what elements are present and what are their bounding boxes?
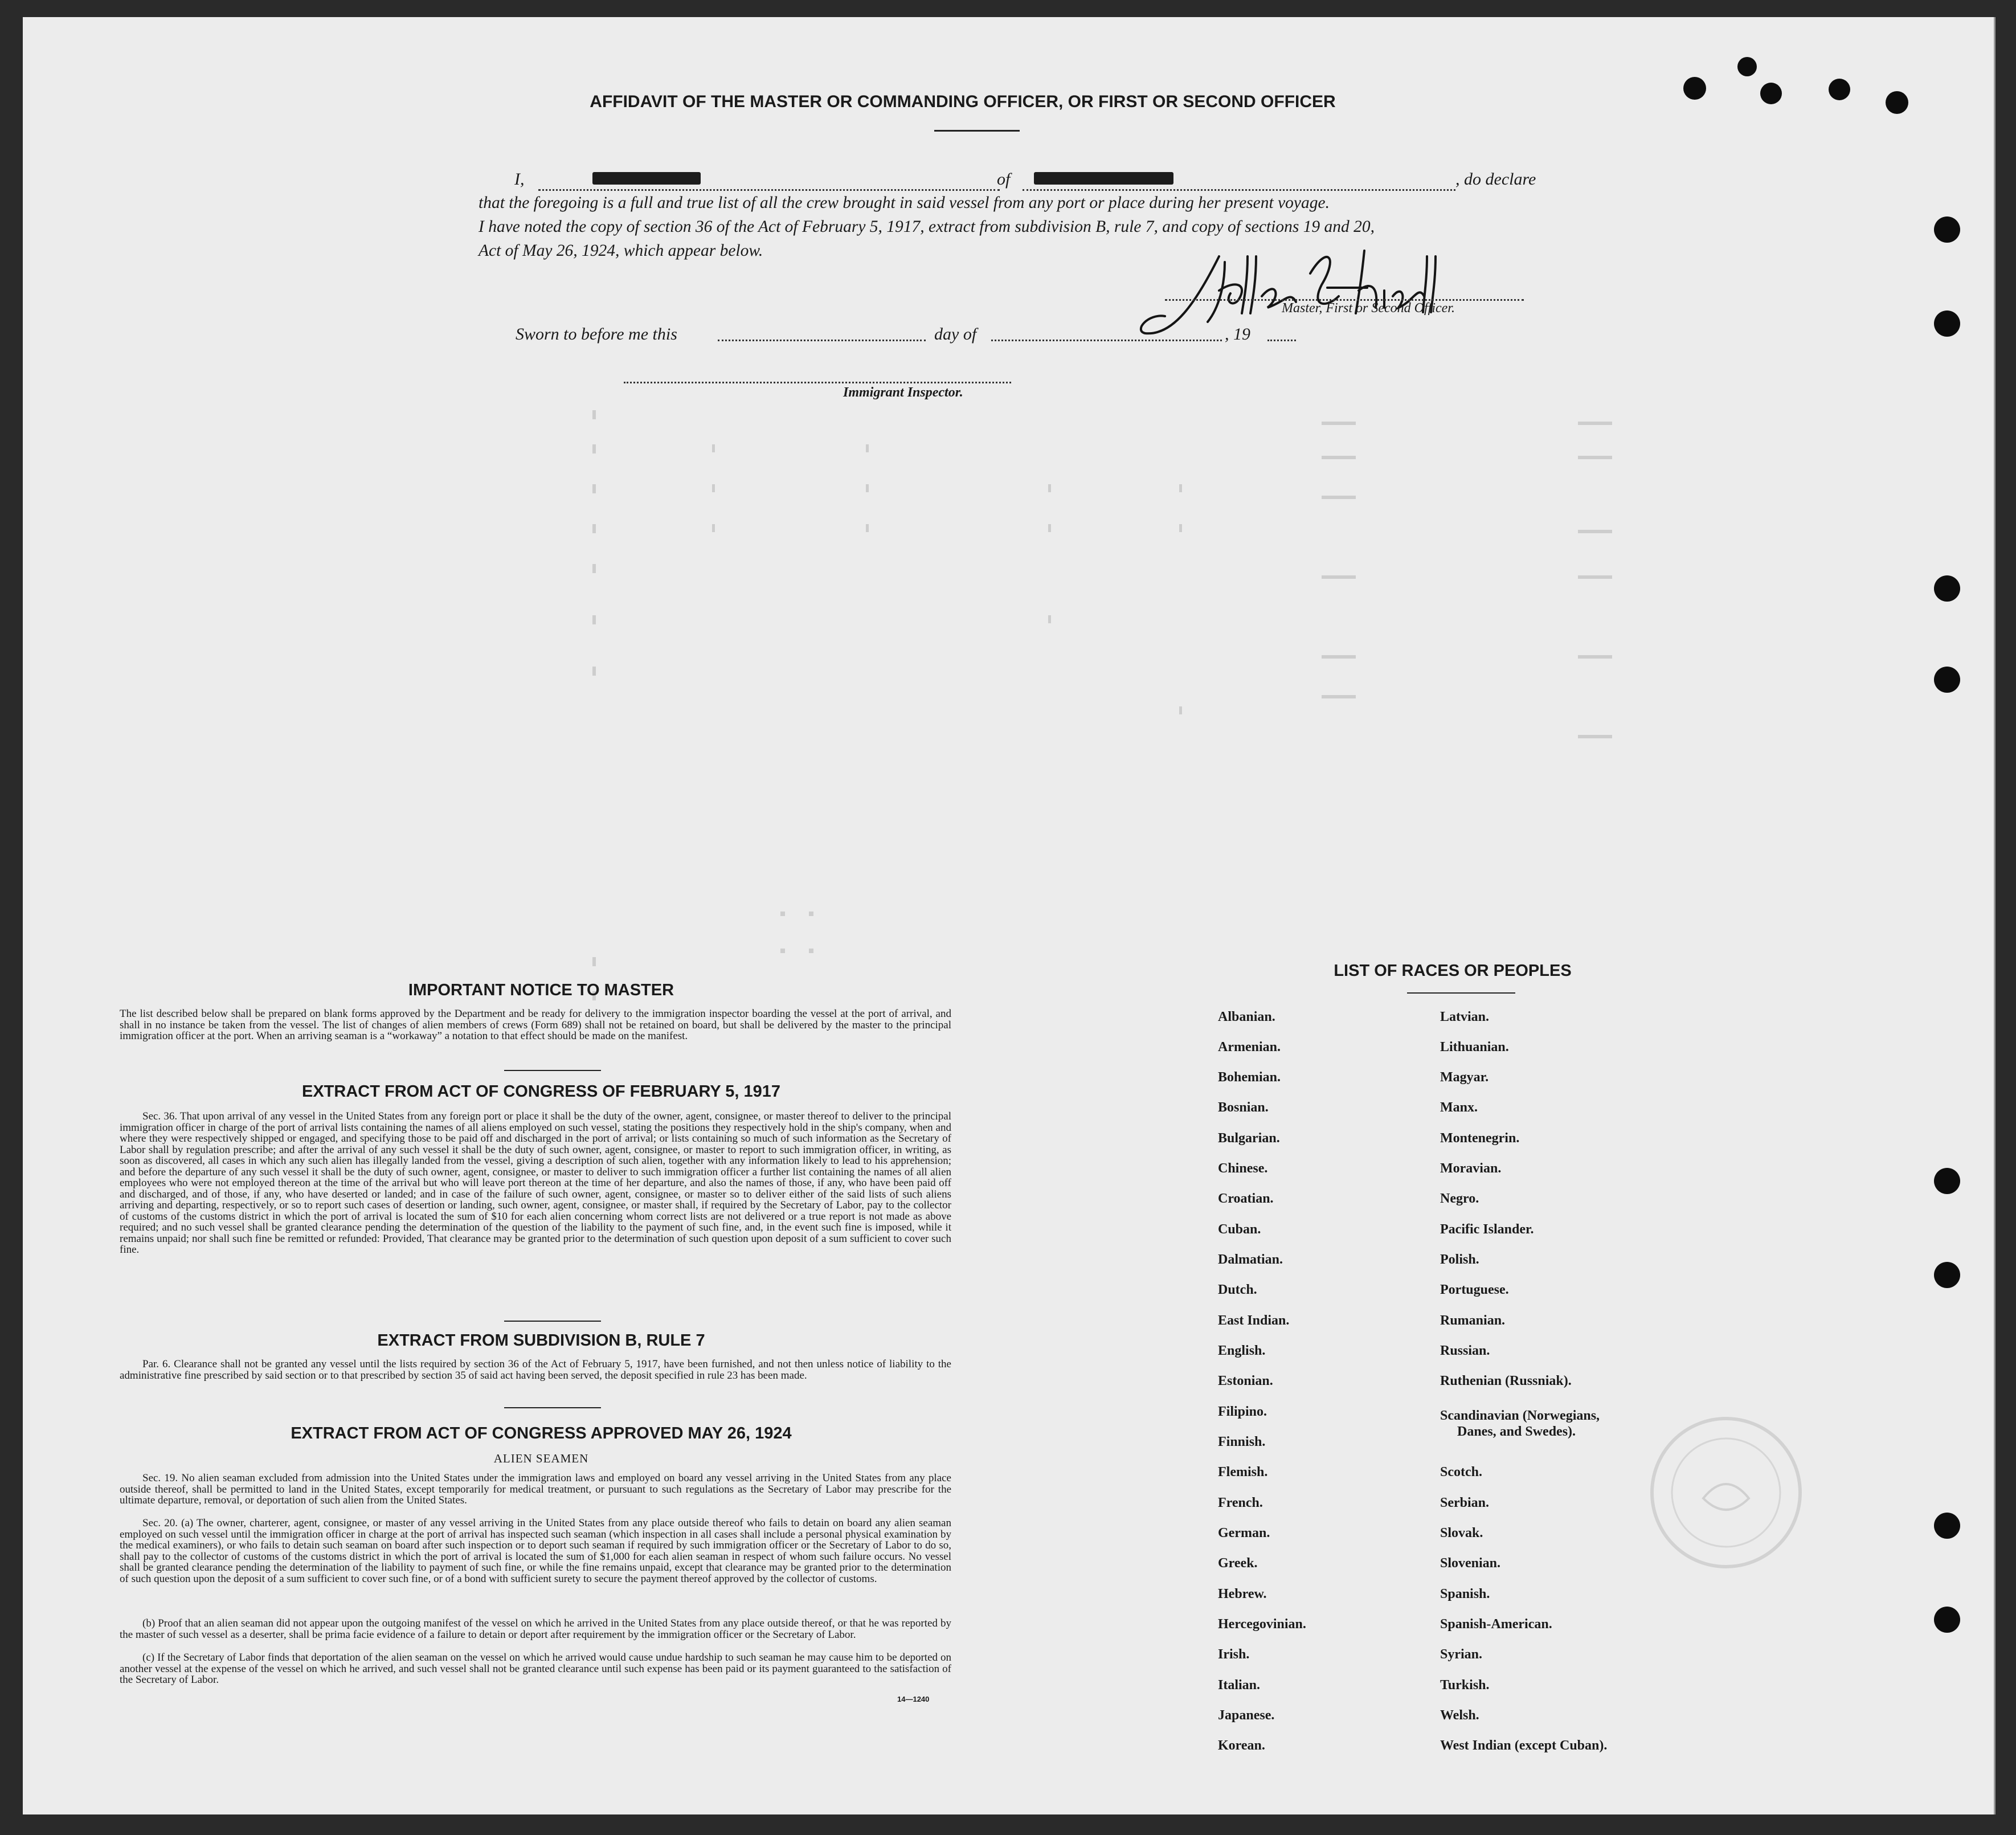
race-welsh: Welsh. [1440, 1708, 1479, 1723]
punch-hole [1934, 575, 1960, 602]
extract-1924-sec20c: (c) If the Secretary of Labor finds that deportation of the alien seaman on the vessel on which he arrived would cause undue hardship to such seaman he may cause him to be deported on another vessel at the expense of the vessel on which he arrived, and such vessel shall not be granted clearance until such expense has been paid or its payment guaranteed to the satisfaction of the Secretary of Labor. [120, 1652, 951, 1686]
race-montenegrin: Montenegrin. [1440, 1131, 1520, 1146]
inspector-caption: Immigrant Inspector. [843, 385, 963, 400]
race-turkish: Turkish. [1440, 1678, 1490, 1693]
affidavit-line-3: I have noted the copy of section 36 of the Act of February 5, 1917, extract from subdivision B, rule 7, and copy of sections 19 and 20, [479, 218, 1375, 236]
race-bosnian: Bosnian. [1218, 1100, 1269, 1115]
race-chinese: Chinese. [1218, 1161, 1268, 1176]
race-english: English. [1218, 1343, 1266, 1358]
race-magyar: Magyar. [1440, 1070, 1489, 1085]
race-flemish: Flemish. [1218, 1465, 1268, 1480]
race-east-indian: East Indian. [1218, 1313, 1290, 1328]
sworn-label: Sworn to before me this [516, 325, 677, 344]
inspector-signature-line [624, 382, 1011, 383]
race-slovenian: Slovenian. [1440, 1556, 1501, 1571]
punch-hole [1683, 77, 1706, 100]
redacted-vessel [1034, 172, 1173, 185]
year-label: , 19 [1225, 325, 1250, 344]
race-scotch: Scotch. [1440, 1465, 1482, 1480]
faint-seal [1641, 1407, 1811, 1578]
race-french: French. [1218, 1495, 1263, 1510]
bleed-through-marks [581, 387, 1698, 1014]
punch-hole [1760, 83, 1782, 104]
sworn-year-line [1267, 340, 1296, 341]
race-croatian: Croatian. [1218, 1191, 1274, 1206]
race-lithuanian: Lithuanian. [1440, 1040, 1509, 1055]
day-of-label: day of [934, 325, 977, 344]
extract-1924-sec20b: (b) Proof that an alien seaman did not appear upon the outgoing manifest of the vessel on which he arrived in the United States from any place outside thereof, or that he was reported by the master of such vessel as a deserter, shall be prima facie evidence of a failure to detain or deport after requirement by the immigration officer or the Secretary of Labor. [120, 1617, 951, 1641]
race-dalmatian: Dalmatian. [1218, 1252, 1283, 1267]
signature-caption: Master, First or Second Officer. [1282, 301, 1455, 316]
race-korean: Korean. [1218, 1738, 1265, 1753]
race-armenian: Armenian. [1218, 1040, 1281, 1055]
subdivision-b-title: EXTRACT FROM SUBDIVISION B, RULE 7 [377, 1331, 705, 1350]
races-title-underline [1407, 992, 1515, 994]
divider [504, 1070, 601, 1071]
race-ruthenian: Ruthenian (Russniak). [1440, 1374, 1572, 1388]
race-japanese: Japanese. [1218, 1708, 1275, 1723]
divider [504, 1407, 601, 1408]
race-polish: Polish. [1440, 1252, 1479, 1267]
notice-title: IMPORTANT NOTICE TO MASTER [408, 981, 674, 999]
extract-1924-sec19: Sec. 19. No alien seaman excluded from admission into the United States under the immigration laws and employed on board any vessel arriving in the United States from any place outside thereof, shall be permitted to land in the United States, except temporarily for medical treatment, or pursuant to such regulations as the Secretary of Labor may prescribe for the ultimate departure, removal, or deportation of such alien from the United States. [120, 1472, 951, 1506]
punch-hole [1934, 667, 1960, 693]
name-field-line [538, 189, 1000, 191]
race-pacific-islander: Pacific Islander. [1440, 1222, 1534, 1237]
punch-hole [1934, 1513, 1960, 1539]
race-manx: Manx. [1440, 1100, 1478, 1115]
race-spanish-american: Spanish-American. [1440, 1617, 1552, 1632]
races-title: LIST OF RACES OR PEOPLES [1334, 962, 1572, 980]
title-underline [934, 130, 1020, 132]
race-scandinavian-line-2: Danes, and Swedes). [1457, 1424, 1576, 1439]
affidavit-i-label: I, [514, 170, 525, 189]
race-russian: Russian. [1440, 1343, 1490, 1358]
race-dutch: Dutch. [1218, 1282, 1257, 1297]
bleed-through [581, 387, 1698, 1014]
extract-1917-text: Sec. 36. That upon arrival of any vessel in the United States from any foreign port or place it shall be the duty of the owner, agent, consignee, or master thereof to deliver to the principal immigration officer in charge of the port of arrival lists containing the names of all aliens employed on such vessel, stating the positions they respectively hold in the ship's company, when and where they were respectively shipped or engaged, and specifying those to be paid off and discharged in the port of arrival; or lists containing so much of such information as the Secretary of Labor shall by regulation prescribe; and after the arrival of any such vessel it shall be the duty of such owner, agent, consignee, or master to report to such immigration officer, in writing, as soon as discovered, all cases in which any such alien has illegally landed from the vessel, giving a description of such alien, together with any information likely to lead to his apprehension; and before the departure of any such vessel it shall be the duty of such owner, agent, consignee, or master to deliver to such immigration officer a further list containing the names of all alien employees who were not employed thereon at the time of the arrival but who will leave port thereon at the time of her departure, and also the names of those, if any, who have been paid off and discharged, and of those, if any, who have deserted or landed; and in case of the failure of such owner, agent, consignee, or master so to deliver either of the said lists of such aliens arriving and departing, respectively, or so to report such cases of desertion or landing, such owner, agent, consignee, or master shall, if required by the Secretary of Labor, pay to the collector of customs of the customs district in which the port of arrival is located the sum of $10 for each alien concerning whom correct lists are not delivered or a true report is not made as above required; and no such vessel shall be granted clearance pending the determination of the question of the liability to the payment of such fine, and, in the event such fine is imposed, while it remains unpaid; nor shall such fine be remitted or refunded: Provided, That clearance may be granted prior to the determination of such question upon deposit of a sum sufficient to cover such fine. [120, 1110, 951, 1256]
race-moravian: Moravian. [1440, 1161, 1502, 1176]
affidavit-of-label: of [997, 170, 1011, 189]
race-hercegovinian: Hercegovinian. [1218, 1617, 1306, 1632]
race-negro: Negro. [1440, 1191, 1479, 1206]
affidavit-line-4: Act of May 26, 1924, which appear below. [479, 242, 763, 260]
race-bohemian: Bohemian. [1218, 1070, 1281, 1085]
punch-hole [1886, 91, 1908, 114]
document-sheet [23, 17, 1995, 1814]
affidavit-title: AFFIDAVIT OF THE MASTER OR COMMANDING OFFICER, OR FIRST OR SECOND OFFICER [590, 92, 1336, 111]
divider [504, 1321, 601, 1322]
race-syrian: Syrian. [1440, 1647, 1483, 1662]
vessel-field-line [1023, 189, 1455, 191]
notice-text: The list described below shall be prepared on blank forms approved by the Department and be ready for delivery to the immigration inspector boarding the vessel at the port of arrival, and shall in no instance be taken from the vessel. The list of changes of alien members of crews (Form 689) shall not be retained on board, but shall be delivered by the master to the principal immigration officer at the port. When an arriving seaman is a “workaway” a notation to that effect should be made on the manifest. [120, 1008, 951, 1042]
punch-hole [1737, 57, 1757, 76]
race-greek: Greek. [1218, 1556, 1258, 1571]
race-estonian: Estonian. [1218, 1374, 1273, 1388]
sworn-day-line [718, 340, 926, 341]
affidavit-line-2: that the foregoing is a full and true list of all the crew brought in said vessel from any port or place during her present voyage. [479, 194, 1330, 212]
race-hebrew: Hebrew. [1218, 1587, 1267, 1601]
sworn-month-line [991, 340, 1222, 341]
race-german: German. [1218, 1526, 1270, 1540]
extract-1924-title: EXTRACT FROM ACT OF CONGRESS APPROVED MAY 26, 1924 [291, 1424, 792, 1442]
race-irish: Irish. [1218, 1647, 1250, 1662]
race-cuban: Cuban. [1218, 1222, 1261, 1237]
affidavit-declare-label: , do declare [1455, 170, 1536, 189]
subdivision-b-text: Par. 6. Clearance shall not be granted any vessel until the lists required by section 36 of the Act of February 5, 1917, have been furnished, and not then unless notice of liability to the administrative fine prescribed by said section or to that prescribed by section 35 of said act having been served, the deposit specified in rule 23 has been made. [120, 1358, 951, 1382]
race-serbian: Serbian. [1440, 1495, 1490, 1510]
punch-hole [1829, 79, 1850, 100]
signature-image [1139, 222, 1481, 353]
race-spanish: Spanish. [1440, 1587, 1490, 1601]
race-slovak: Slovak. [1440, 1526, 1483, 1540]
form-number: 14—1240 [897, 1695, 930, 1703]
race-rumanian: Rumanian. [1440, 1313, 1506, 1328]
race-scandinavian: Scandinavian (Norwegians, [1440, 1408, 1600, 1423]
race-italian: Italian. [1218, 1678, 1261, 1693]
race-portuguese: Portuguese. [1440, 1282, 1509, 1297]
race-bulgarian: Bulgarian. [1218, 1131, 1280, 1146]
redacted-name [592, 172, 701, 185]
race-albanian: Albanian. [1218, 1010, 1275, 1024]
race-latvian: Latvian. [1440, 1010, 1490, 1024]
punch-hole [1934, 1168, 1960, 1194]
race-finnish: Finnish. [1218, 1435, 1266, 1449]
race-filipino: Filipino. [1218, 1404, 1267, 1419]
punch-hole [1934, 216, 1960, 243]
extract-1917-title: EXTRACT FROM ACT OF CONGRESS OF FEBRUARY 5, 1917 [301, 1082, 781, 1101]
punch-hole [1934, 1262, 1960, 1288]
punch-hole [1934, 310, 1960, 337]
extract-1924-subtitle: ALIEN SEAMEN [493, 1452, 589, 1465]
extract-1924-sec20a: Sec. 20. (a) The owner, charterer, agent, consignee, or master of any vessel arriving in the United States from any place outside thereof who fails to detain on board any alien seaman employed on such vessel until the immigration officer in charge at the port of arrival has inspected such seaman (which inspection in all cases shall include a personal physical examination by the medical examiners), or who fails to detain such seaman on board after such inspection or to deport such seaman if required by such immigration officer or the Secretary of Labor to do so, shall pay to the collector of customs of the customs district in which the port of arrival is located the sum of $1,000 for each alien seaman in respect of whom such failure occurs. No vessel shall be granted clearance pending the determination of the liability to payment of such fine, or while the fine remains unpaid, except that clearance may be granted prior to the determination of such question upon the deposit of a sum sufficient to cover such fine, or of a bond with sufficient surety to secure the payment thereof approved by the collector of customs. [120, 1517, 951, 1585]
punch-hole [1934, 1607, 1960, 1633]
race-west-indian: West Indian (except Cuban). [1440, 1738, 1608, 1753]
